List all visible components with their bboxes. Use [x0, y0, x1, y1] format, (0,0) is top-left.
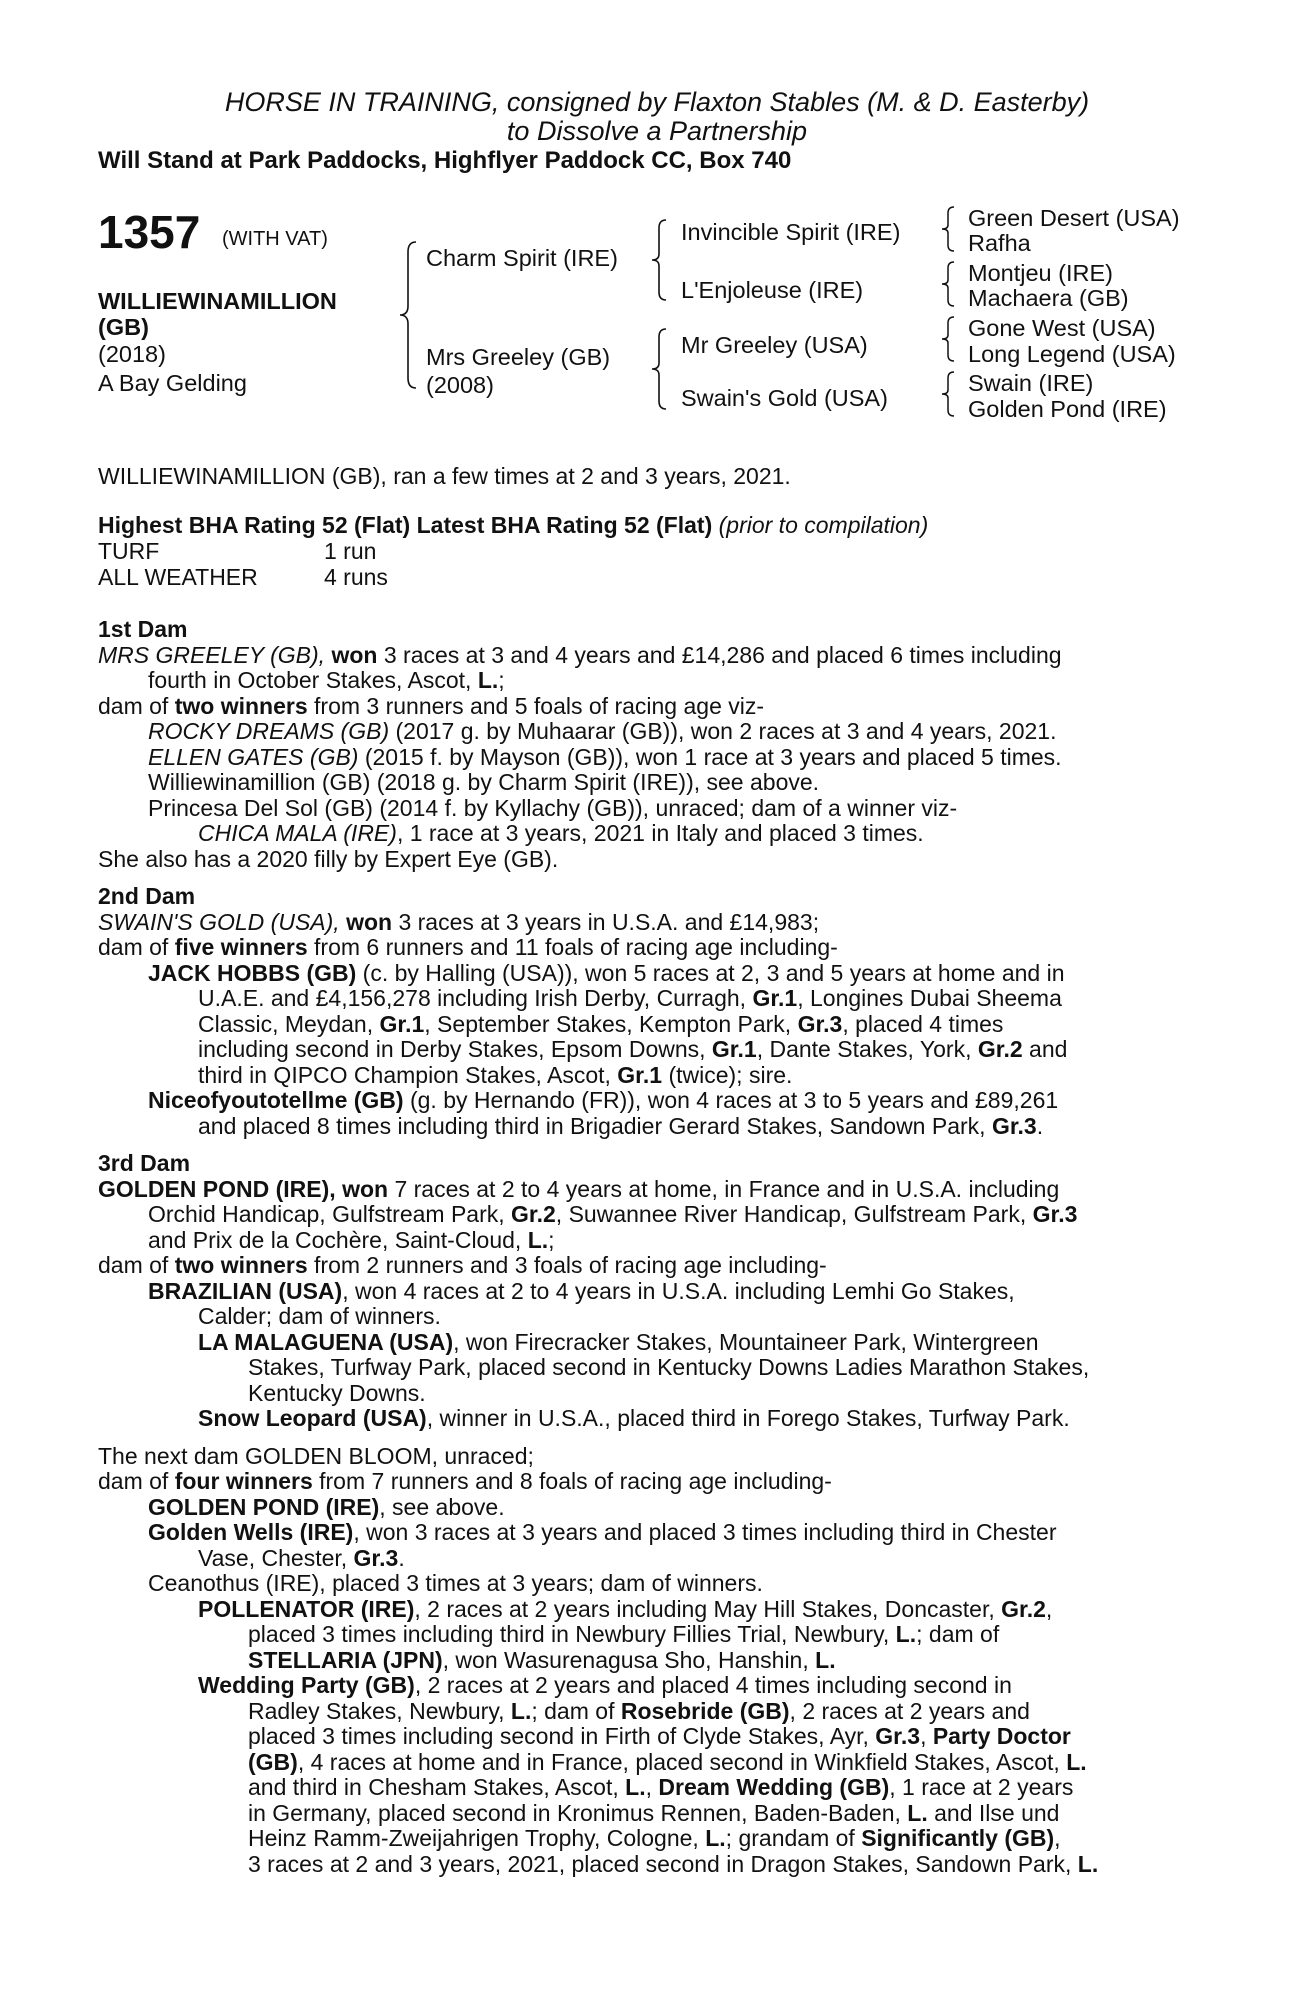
turf-runs: 1 run: [324, 538, 377, 564]
horse-name: WILLIEWINAMILLION: [98, 288, 337, 314]
brazilian-line1: BRAZILIAN (USA), won 4 races at 2 to 4 years in U.S.A. including Lemhi Go Stakes,: [148, 1277, 1015, 1304]
snow-leopard-line: Snow Leopard (USA), winner in U.S.A., placed third in Forego Stakes, Turfway Park.: [198, 1405, 1070, 1431]
second-dam-record: SWAIN'S GOLD (USA), won 3 races at 3 years in U.S.A. and £14,983;: [98, 908, 820, 935]
golden-wells-line2: Vase, Chester, Gr.3.: [198, 1544, 405, 1571]
bha-rating-note: (prior to compilation): [718, 512, 929, 538]
pedigree-brace-gen1: [398, 240, 428, 390]
pedigree-brace-dam: [650, 327, 674, 411]
pedigree-sire: Charm Spirit (IRE): [426, 245, 618, 271]
stellaria-line: STELLARIA (JPN), won Wasurenagusa Sho, Hanshin, L.: [248, 1646, 836, 1673]
pedigree-g2: Rafha: [968, 230, 1031, 256]
jack-hobbs-line3: Classic, Meydan, Gr.1, September Stakes, Kempton Park, Gr.3, placed 4 times: [198, 1010, 1004, 1037]
pedigree-g4: Machaera (GB): [968, 285, 1129, 311]
golden-pond-ref: GOLDEN POND (IRE), see above.: [148, 1493, 505, 1520]
wedding-party-line1: Wedding Party (GB), 2 races at 2 years and placed 4 times including second in: [198, 1672, 1012, 1698]
bha-rating-values: Highest BHA Rating 52 (Flat) Latest BHA Rating 52 (Flat): [98, 512, 713, 538]
horse-year: (2018): [98, 341, 166, 367]
wedding-party-line8: 3 races at 2 and 3 years, 2021, placed second in Dragon Stakes, Sandown Park, L.: [248, 1850, 1099, 1877]
first-dam-produce: dam of two winners from 3 runners and 5 foals of racing age viz-: [98, 692, 765, 719]
niceofyoutotellme-line2: and placed 8 times including third in Brigadier Gerard Stakes, Sandown Park, Gr.3.: [198, 1112, 1044, 1139]
wedding-party-line2: Radley Stakes, Newbury, L.; dam of Rosebride (GB), 2 races at 2 years and: [248, 1697, 1030, 1724]
first-dam-offspring-2: ELLEN GATES (GB) (2015 f. by Mayson (GB)), won 1 race at 3 years and placed 5 times.: [148, 743, 1062, 770]
jack-hobbs-line2: U.A.E. and £4,156,278 including Irish Derby, Curragh, Gr.1, Longines Dubai Sheema: [198, 985, 1062, 1011]
wedding-party-line5: and third in Chesham Stakes, Ascot, L., Dream Wedding (GB), 1 race at 2 years: [248, 1774, 1074, 1800]
pedigree-brace-g3: [940, 315, 960, 363]
pedigree-brace-g4: [940, 370, 960, 418]
first-dam-offspring-3: Williewinamillion (GB) (2018 g. by Charm Spirit (IRE)), see above.: [148, 769, 820, 795]
first-dam-record: MRS GREELEY (GB), won 3 races at 3 and 4 years and £14,286 and placed 6 times including: [98, 641, 1062, 668]
pedigree-brace-sire: [650, 218, 674, 302]
pedigree-dam-sire: Mr Greeley (USA): [681, 332, 868, 358]
jack-hobbs-line5: third in QIPCO Champion Stakes, Ascot, Gr.1 (twice); sire.: [198, 1061, 793, 1088]
next-dam-produce: dam of four winners from 7 runners and 8 foals of racing age including-: [98, 1468, 832, 1494]
wedding-party-line7: Heinz Ramm-Zweijahrigen Trophy, Cologne, L.; grandam of Significantly (GB),: [248, 1825, 1061, 1851]
all-weather-label: ALL WEATHER: [98, 564, 258, 590]
third-dam-produce: dam of two winners from 2 runners and 3 foals of racing age including-: [98, 1252, 827, 1278]
horse-country: (GB): [98, 314, 149, 340]
la-malaguena-line1: LA MALAGUENA (USA), won Firecracker Stakes, Mountaineer Park, Wintergreen: [198, 1328, 1039, 1355]
golden-wells-line1: Golden Wells (IRE), won 3 races at 3 years and placed 3 times including third in Chester: [148, 1519, 1057, 1545]
first-dam-heading: 1st Dam: [98, 616, 188, 642]
bha-rating: [98, 513, 928, 539]
pedigree-brace-g1: [940, 205, 960, 253]
third-dam-heading: 3rd Dam: [98, 1150, 191, 1176]
turf-label: TURF: [98, 538, 160, 564]
race-summary: WILLIEWINAMILLION (GB), ran a few times at 2 and 3 years, 2021.: [98, 463, 791, 489]
next-dam-line: The next dam GOLDEN BLOOM, unraced;: [98, 1442, 534, 1469]
pedigree-sire-sire: Invincible Spirit (IRE): [681, 219, 901, 245]
pedigree-g1: Green Desert (USA): [968, 205, 1180, 231]
all-weather-runs: 4 runs: [324, 564, 388, 590]
second-dam-heading: 2nd Dam: [98, 883, 196, 909]
first-dam-offspring-4: Princesa Del Sol (GB) (2014 f. by Kyllachy (GB)), unraced; dam of a winner viz-: [148, 794, 958, 821]
pedigree-brace-g2: [940, 260, 960, 308]
wedding-party-line4: (GB), 4 races at home and in France, placed second in Winkfield Stakes, Ascot, L.: [248, 1748, 1087, 1775]
catalogue-header-line2: to Dissolve a Partnership: [506, 116, 808, 146]
pedigree-g5: Gone West (USA): [968, 315, 1156, 341]
first-dam-offspring-1: ROCKY DREAMS (GB) (2017 g. by Muhaarar (GB)), won 2 races at 3 and 4 years, 2021.: [148, 718, 1057, 744]
pedigree-g3: Montjeu (IRE): [968, 260, 1113, 286]
golden-pond-line1: GOLDEN POND (IRE), won 7 races at 2 to 4 years at home, in France and in U.S.A. including: [98, 1175, 1060, 1202]
first-dam-record-cont: fourth in October Stakes, Ascot, L.;: [148, 667, 505, 693]
wedding-party-line6: in Germany, placed second in Kronimus Rennen, Baden-Baden, L. and Ilse und: [248, 1799, 1060, 1826]
la-malaguena-line3: Kentucky Downs.: [248, 1379, 426, 1406]
first-dam-also: She also has a 2020 filly by Expert Eye (GB).: [98, 845, 559, 872]
niceofyoutotellme-line1: Niceofyoutotellme (GB) (g. by Hernando (FR)), won 4 races at 3 to 5 years and £89,261: [148, 1087, 1059, 1113]
lot-number: 1357: [98, 206, 201, 258]
golden-pond-line3: and Prix de la Cochère, Saint-Cloud, L.;: [148, 1226, 555, 1253]
pedigree-g8: Golden Pond (IRE): [968, 396, 1167, 422]
second-dam-produce: dam of five winners from 6 runners and 11 foals of racing age including-: [98, 934, 838, 960]
wedding-party-line3: placed 3 times including second in Firth of Clyde Stakes, Ayr, Gr.3, Party Doctor: [248, 1723, 1071, 1749]
pollenator-line1: POLLENATOR (IRE), 2 races at 2 years including May Hill Stakes, Doncaster, Gr.2,: [198, 1595, 1053, 1622]
pedigree-dam: Mrs Greeley (GB): [426, 344, 611, 370]
jack-hobbs-line1: JACK HOBBS (GB) (c. by Halling (USA)), won 5 races at 2, 3 and 5 years at home and in: [148, 959, 1065, 986]
la-malaguena-line2: Stakes, Turfway Park, placed second in Kentucky Downs Ladies Marathon Stakes,: [248, 1354, 1090, 1380]
ceanothus-line: Ceanothus (IRE), placed 3 times at 3 years; dam of winners.: [148, 1570, 763, 1596]
golden-pond-line2: Orchid Handicap, Gulfstream Park, Gr.2, Suwannee River Handicap, Gulfstream Park, Gr.3: [148, 1201, 1078, 1227]
horse-description: A Bay Gelding: [98, 370, 247, 396]
pedigree-g7: Swain (IRE): [968, 370, 1094, 396]
catalogue-page-body: [98, 617, 1206, 1877]
catalogue-header-line1: HORSE IN TRAINING, consigned by Flaxton Stables (M. & D. Easterby): [224, 87, 1090, 117]
pollenator-line2: placed 3 times including third in Newbury Fillies Trial, Newbury, L.; dam of: [248, 1621, 1000, 1647]
first-dam-grand-offspring: CHICA MALA (IRE), 1 race at 3 years, 2021 in Italy and placed 3 times.: [198, 820, 924, 846]
lot-vat-note: (WITH VAT): [222, 228, 328, 250]
pedigree-dam-dam: Swain's Gold (USA): [681, 385, 888, 411]
brazilian-line2: Calder; dam of winners.: [198, 1303, 441, 1329]
jack-hobbs-line4: including second in Derby Stakes, Epsom Downs, Gr.1, Dante Stakes, York, Gr.2 and: [198, 1036, 1068, 1062]
stand-location: Will Stand at Park Paddocks, Highflyer Paddock CC, Box 740: [98, 147, 792, 174]
pedigree-sire-dam: L'Enjoleuse (IRE): [681, 277, 864, 303]
pedigree-g6: Long Legend (USA): [968, 341, 1176, 367]
pedigree-dam-year: (2008): [426, 372, 494, 398]
